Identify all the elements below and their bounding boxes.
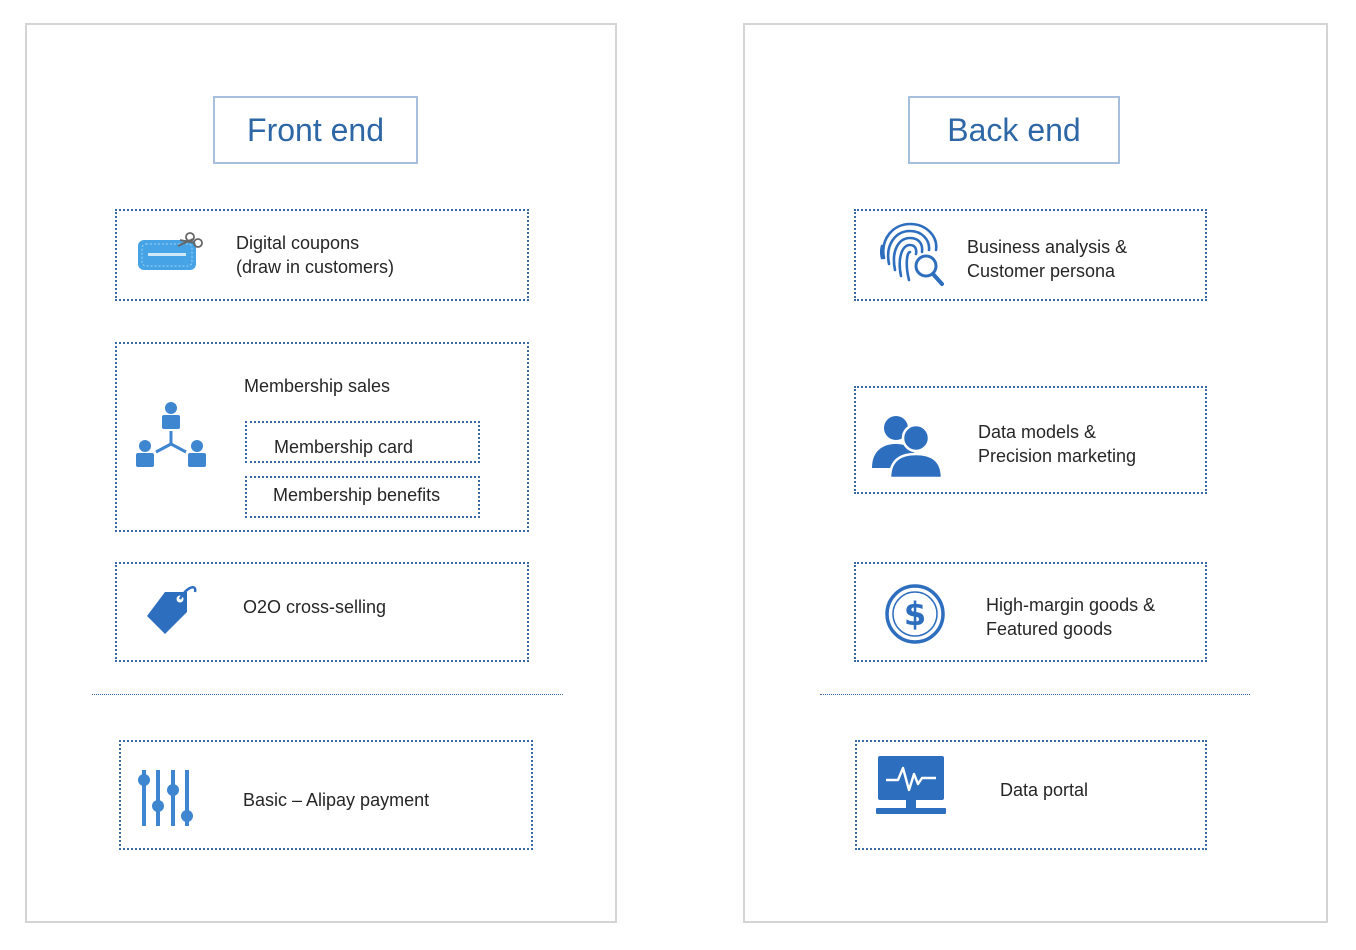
high-margin-goods-label: High-margin goods & Featured goods: [986, 595, 1156, 639]
membership-card-label: Membership card: [274, 437, 414, 457]
tag-icon: [143, 582, 203, 636]
alipay-payment-label: Basic – Alipay payment: [243, 790, 430, 810]
front-end-title: Front end: [213, 96, 418, 164]
business-analysis-label: Business analysis & Customer persona: [967, 237, 1128, 281]
membership-benefits-label: Membership benefits: [273, 485, 441, 505]
dollar-circle-icon: [882, 583, 948, 645]
membership-sales-title: Membership sales: [244, 376, 391, 396]
sliders-icon: [134, 766, 198, 830]
org-people-icon: [132, 400, 210, 474]
back-end-title: Back end: [908, 96, 1120, 164]
svg-text:$: $: [903, 595, 927, 633]
back-end-divider: [820, 694, 1250, 695]
data-portal-label: Data portal: [1000, 780, 1089, 800]
data-models-label: Data models & Precision marketing: [978, 422, 1137, 466]
coupon-icon: [134, 228, 206, 276]
monitor-pulse-icon: [874, 754, 948, 818]
front-end-divider: [92, 694, 563, 695]
o2o-cross-selling-label: O2O cross-selling: [243, 597, 387, 617]
fingerprint-search-icon: [876, 220, 948, 290]
digital-coupons-label: Digital coupons (draw in customers): [236, 233, 395, 277]
users-icon: [870, 412, 946, 478]
